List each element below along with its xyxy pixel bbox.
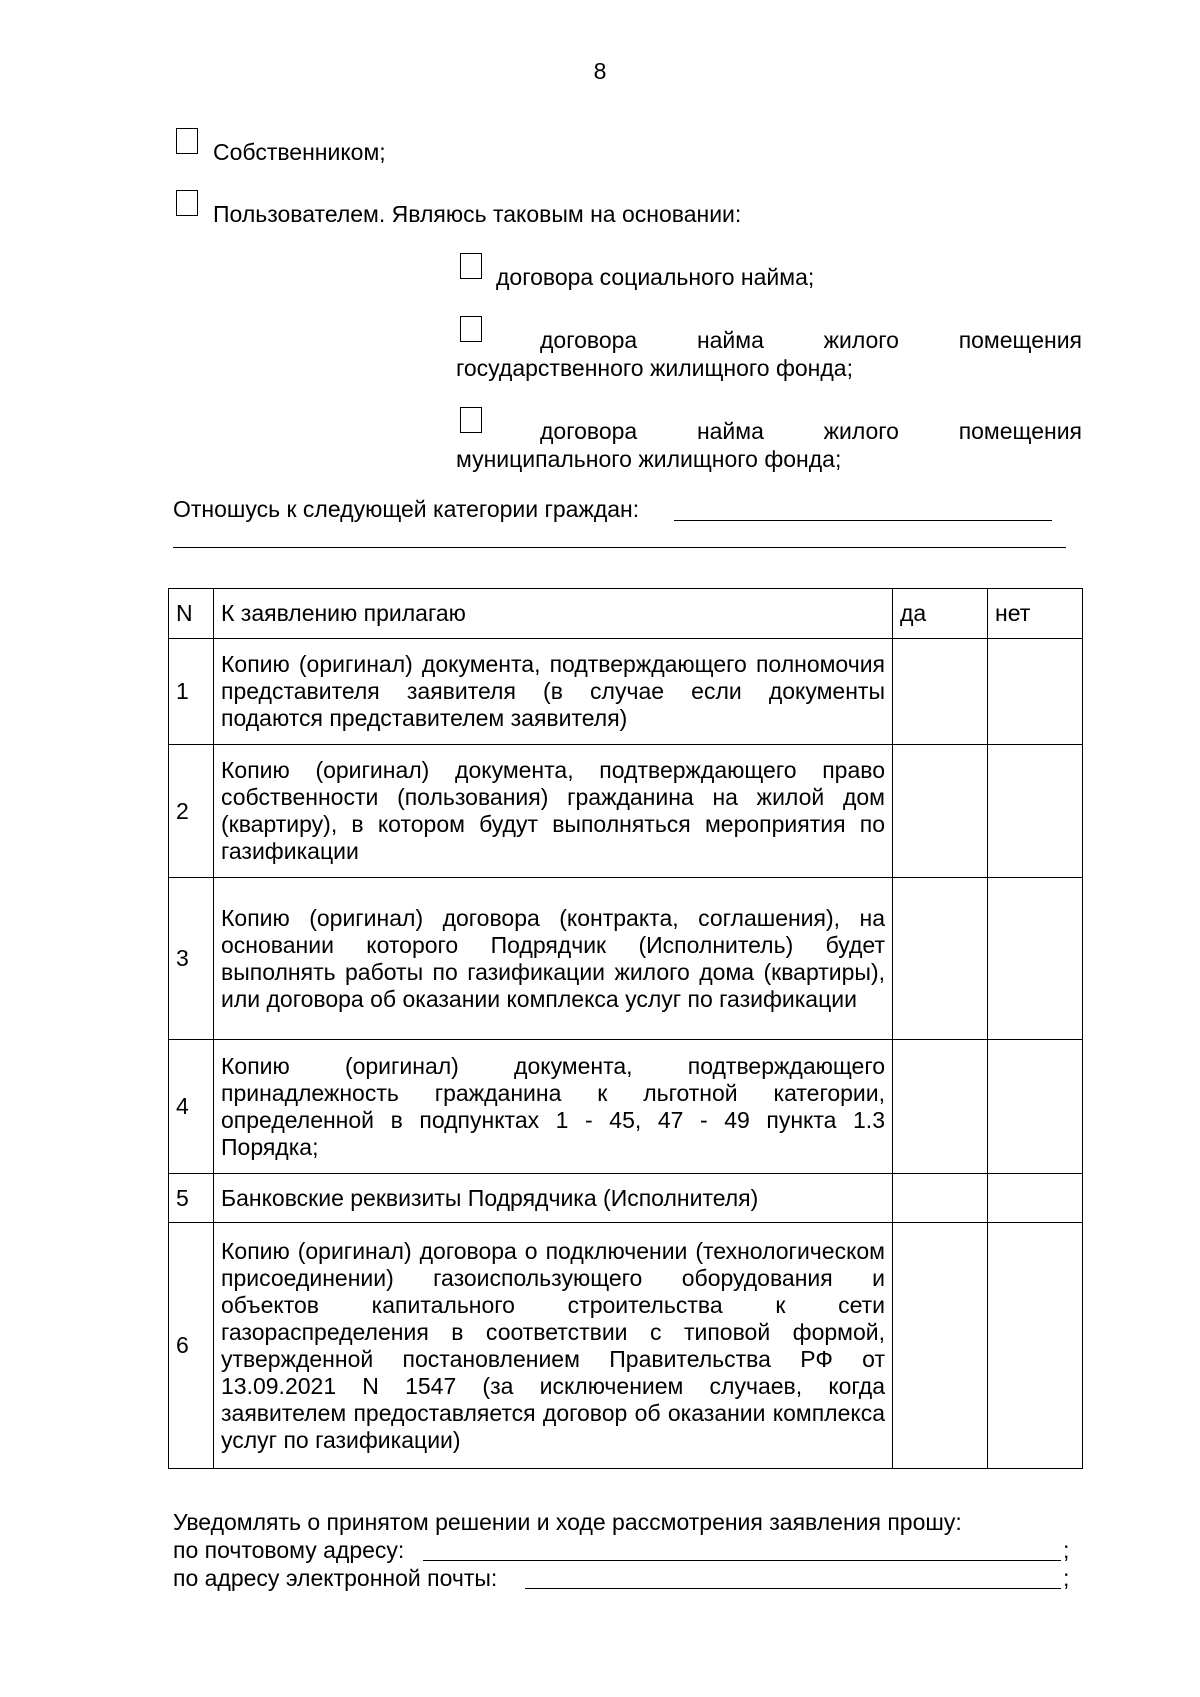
word: договора [540,418,638,444]
row-number: 5 [169,1174,214,1223]
col-item-header: К заявлению прилагаю [214,589,893,639]
no-cell[interactable] [988,639,1083,745]
table-row [169,745,1083,878]
no-cell[interactable] [988,745,1083,878]
no-cell[interactable] [988,878,1083,1040]
owner-checkbox[interactable] [176,128,198,154]
table-header-row [169,589,1083,639]
owner-label: Собственником; [213,139,386,165]
yes-cell[interactable] [893,639,988,745]
category-field-line1[interactable] [674,520,1052,521]
email-field[interactable] [525,1588,1061,1589]
row-number: 6 [169,1223,214,1469]
row-number: 2 [169,745,214,878]
row-text: Копию (оригинал) документа, подтверждающего право собственности (пользования) гражданина на жилой дом (квартиру), в котором будут выполняться мероприятия по газификации [214,745,893,878]
no-cell[interactable] [988,1040,1083,1174]
row-number: 3 [169,878,214,1040]
col-n-header: N [169,589,214,639]
table-row [169,878,1083,1040]
table-row [169,1040,1083,1174]
col-no-header: нет [988,589,1083,639]
state-housing-line1 [540,326,1082,354]
attachments-table [168,588,1083,1469]
row-number: 4 [169,1040,214,1174]
yes-cell[interactable] [893,1174,988,1223]
yes-cell[interactable] [893,1040,988,1174]
row-text: Копию (оригинал) договора о подключении (технологическом присоединении) газоиспользующего оборудования и объектов капитального строительства к сети газораспределения в соответствии с типовой формой, утвержденной постановлением Правительства РФ от 13.09.2021 N 1547 (за исключением случаев, когда заявителем предоставляется договор об оказании комплекса услуг по газификации) [214,1223,893,1469]
yes-cell[interactable] [893,878,988,1040]
row-text: Копию (оригинал) документа, подтверждающего принадлежность гражданина к льготной категории, определенной в подпунктах 1 - 45, 47 - 49 пункта 1.3 Порядка; [214,1040,893,1174]
row-text: Копию (оригинал) документа, подтверждающего полномочия представителя заявителя (в случае если документы подаются представителем заявителя) [214,639,893,745]
email-label: по адресу электронной почты: [173,1565,498,1591]
state-housing-checkbox[interactable] [460,316,482,342]
postal-address-field[interactable] [423,1560,1061,1561]
word: жилого [823,327,899,353]
col-yes-header: да [893,589,988,639]
social-rent-label: договора социального найма; [496,264,815,290]
table-row [169,639,1083,745]
notify-intro: Уведомлять о принятом решении и ходе рассмотрения заявления прошу: [173,1509,962,1535]
no-cell[interactable] [988,1174,1083,1223]
table-row [169,1174,1083,1223]
row-text: Банковские реквизиты Подрядчика (Исполнителя) [214,1174,893,1223]
yes-cell[interactable] [893,1223,988,1469]
municipal-housing-line1 [540,417,1082,445]
state-housing-line2: государственного жилищного фонда; [456,355,853,381]
category-field-line2[interactable] [173,547,1066,548]
municipal-housing-checkbox[interactable] [460,407,482,433]
row-number: 1 [169,639,214,745]
row-text: Копию (оригинал) договора (контракта, соглашения), на основании которого Подрядчик (Исполнитель) будет выполнять работы по газификации жилого дома (квартиры), или договора об оказании комплекса услуг по газификации [214,878,893,1040]
social-rent-checkbox[interactable] [460,253,482,279]
yes-cell[interactable] [893,745,988,878]
word: помещения [958,418,1082,444]
postal-end-mark: ; [1063,1537,1070,1563]
word: найма [696,418,764,444]
word: жилого [823,418,899,444]
postal-label: по почтовому адресу: [173,1537,405,1563]
page-number: 8 [593,58,607,84]
category-label: Отношусь к следующей категории граждан: [173,496,640,522]
no-cell[interactable] [988,1223,1083,1469]
table-row [169,1223,1083,1469]
email-end-mark: ; [1063,1565,1070,1591]
word: помещения [958,327,1082,353]
word: найма [696,327,764,353]
word: договора [540,327,638,353]
municipal-housing-line2: муниципального жилищного фонда; [456,446,842,472]
user-checkbox[interactable] [176,190,198,216]
user-label: Пользователем. Являюсь таковым на основании: [213,201,742,227]
